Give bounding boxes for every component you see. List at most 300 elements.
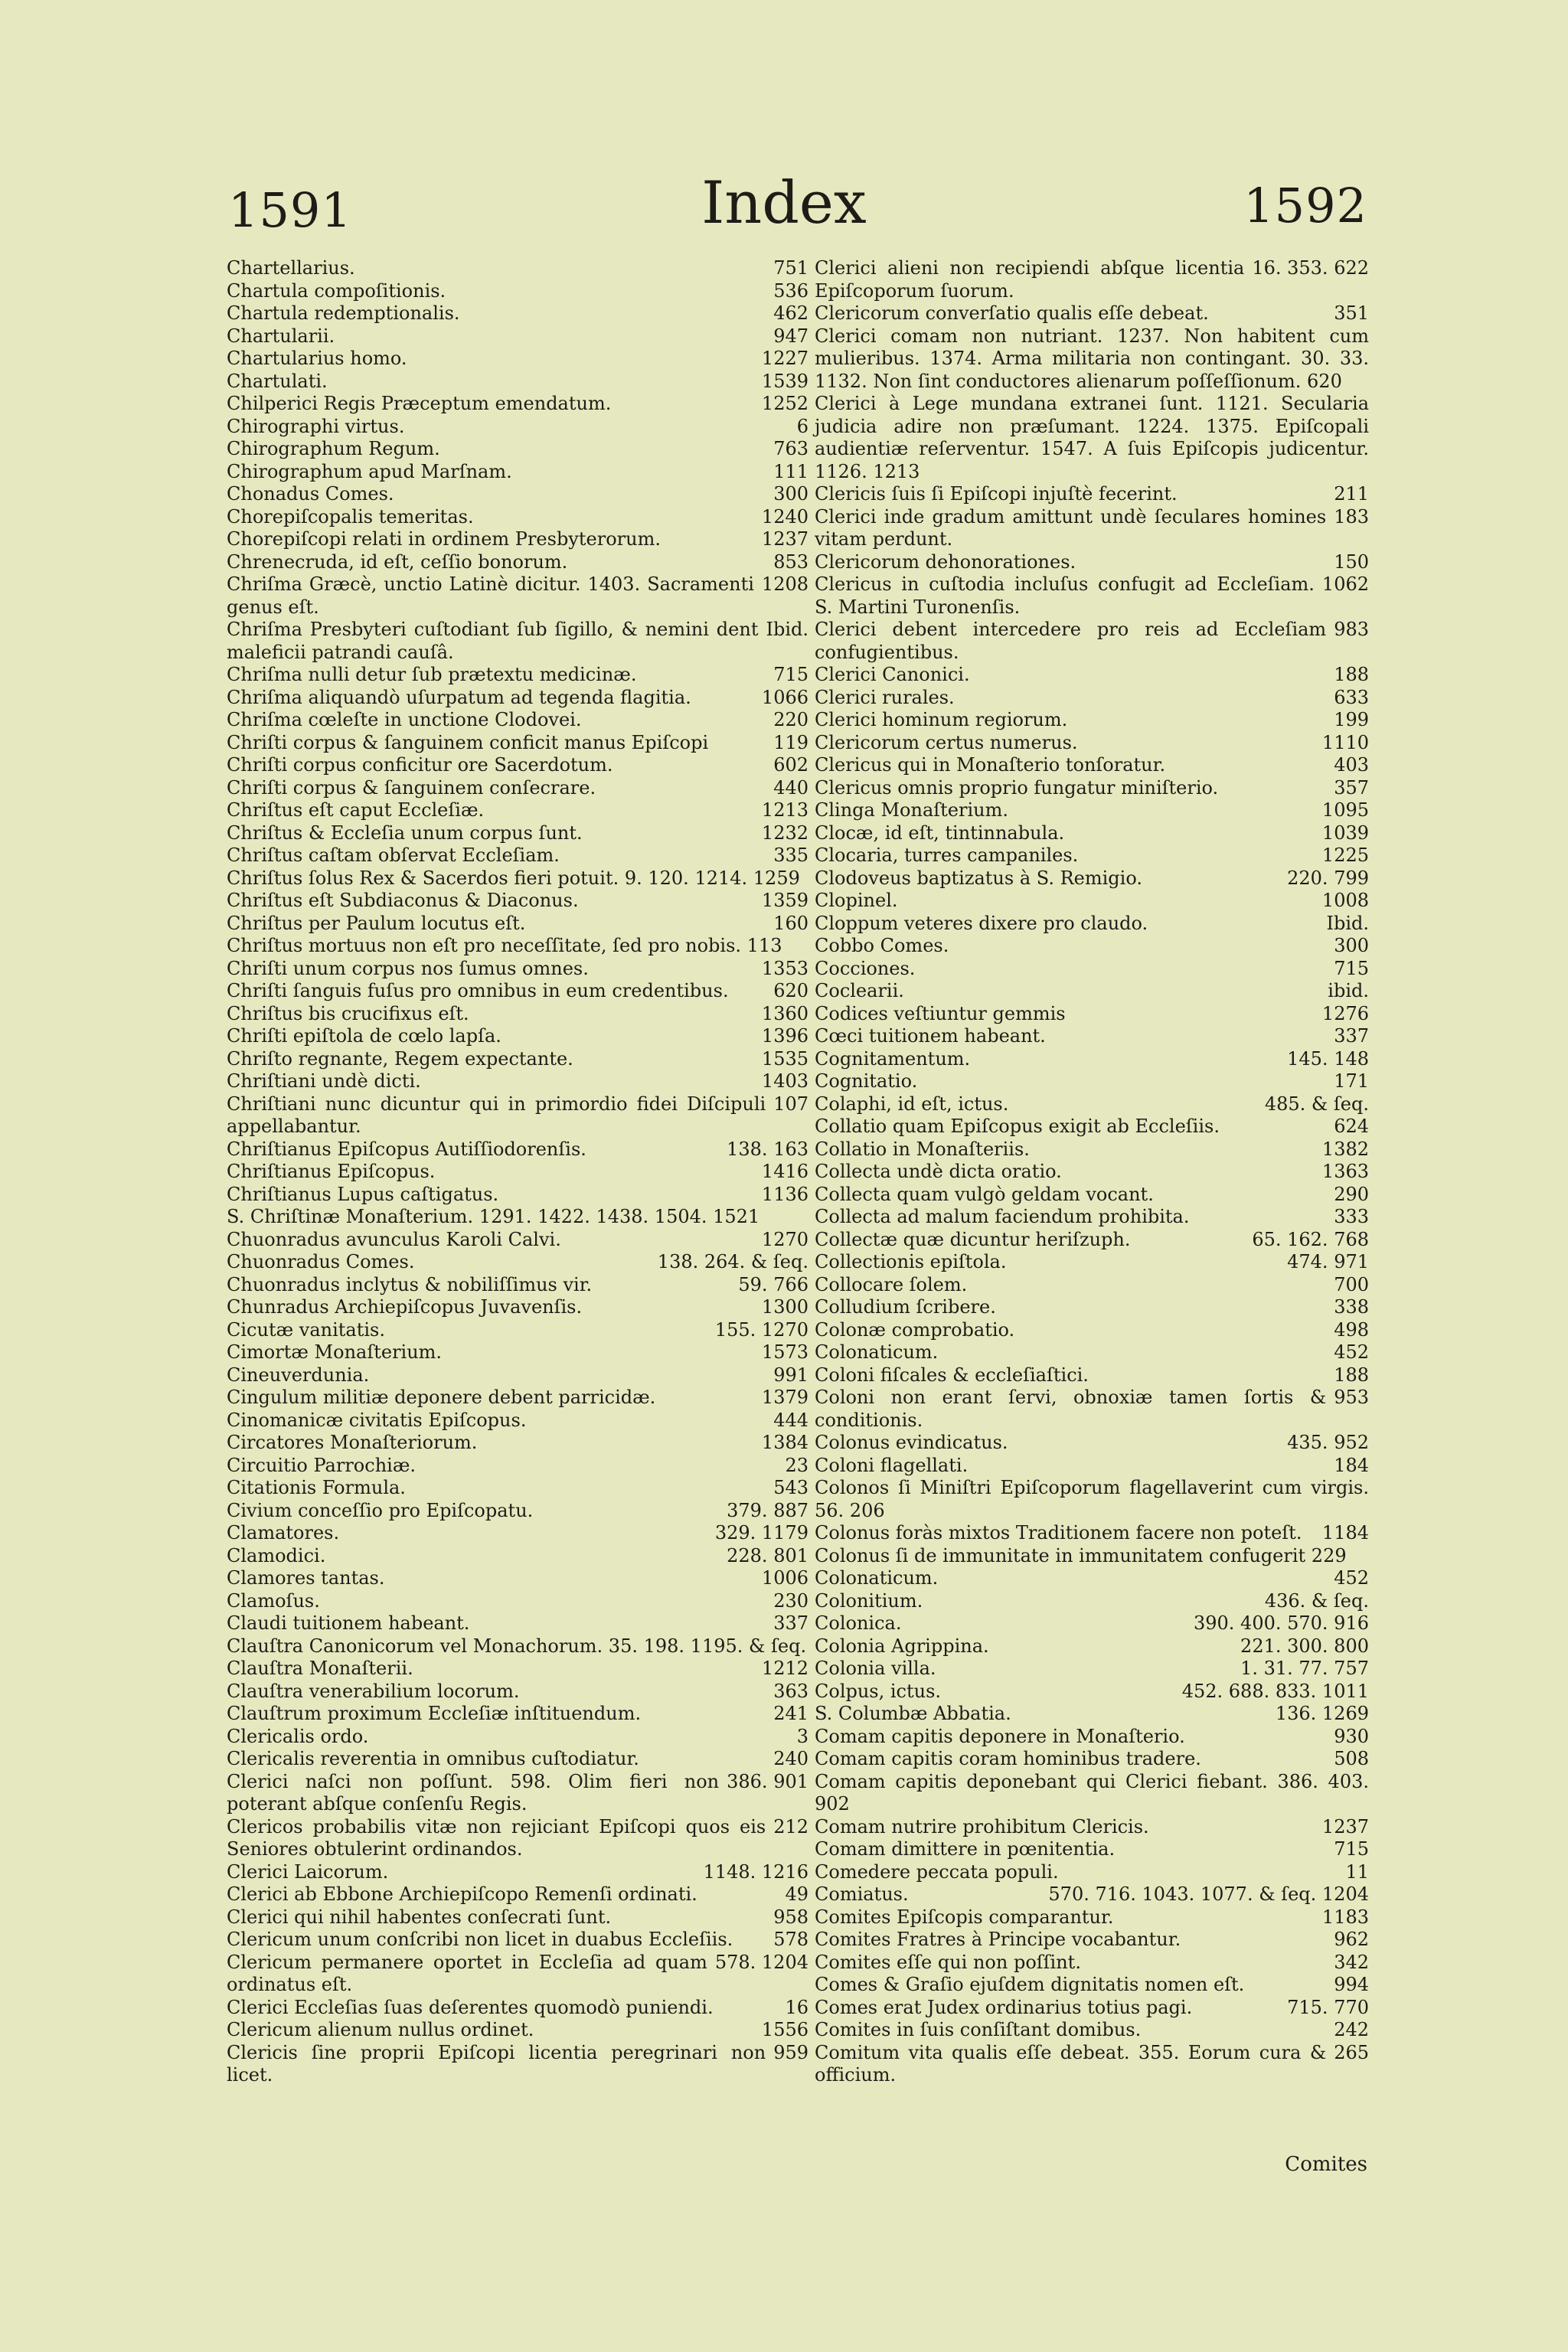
entry-page-ref: 333 xyxy=(1334,1206,1369,1227)
entry-page-ref: 1556 xyxy=(761,2019,808,2040)
entry-term: Comedere peccata populi. xyxy=(815,1860,1059,1883)
entry-term: Clericis ſuis ſi Epiſcopi injuſtè fecerint. xyxy=(815,483,1178,505)
entry-page-ref: 1360 xyxy=(761,1002,808,1024)
entry-term: Cloppum veteres dixere pro claudo. xyxy=(815,912,1148,934)
entry-page-ref: 620 xyxy=(773,980,808,1001)
index-entry xyxy=(227,371,808,394)
entry-term: Colaphi, id eſt, ictus. xyxy=(815,1093,1009,1115)
entry-term: Cobbo Comes. xyxy=(815,935,949,956)
entry-page-ref: 230 xyxy=(773,1589,808,1612)
entry-term: Clerici naſci non poſſunt. 598. Olim fieri non poterant abſque conſenſu Regis. xyxy=(227,1770,720,1815)
entry-page-ref: 1237 xyxy=(761,528,808,550)
index-entry xyxy=(227,799,808,822)
entry-page-ref: 1184 xyxy=(1321,1522,1369,1544)
index-entry xyxy=(227,1703,808,1726)
index-entry xyxy=(227,844,808,867)
index-column-right xyxy=(815,257,1369,2087)
entry-page-ref: 715 xyxy=(1334,957,1369,979)
index-entry xyxy=(815,844,1369,867)
entry-page-ref: 188 xyxy=(1334,664,1369,685)
entry-term: Cognitamentum. xyxy=(815,1047,971,1070)
entry-page-ref: 16. 353. 622 xyxy=(1252,257,1369,279)
index-column-left xyxy=(227,257,808,2087)
index-entry xyxy=(227,1545,808,1568)
index-entry xyxy=(815,754,1369,777)
index-entry xyxy=(227,1341,808,1364)
index-entry xyxy=(227,1274,808,1297)
index-entry xyxy=(815,1567,1369,1590)
entry-page-ref: 1276 xyxy=(1321,1002,1369,1024)
entry-page-ref: 337 xyxy=(773,1612,808,1634)
entry-term: Chriſtus eſt caput Eccleſiæ. xyxy=(227,799,485,821)
entry-term: Chorepiſcopi relati in ordinem Presbyterorum. xyxy=(227,528,661,550)
entry-term: Chriſti corpus & ſanguinem conſecrare. xyxy=(227,776,596,799)
entry-term: Chonadus Comes. xyxy=(227,483,394,505)
index-entry xyxy=(227,1590,808,1613)
entry-term: Colonus evindicatus. xyxy=(815,1432,1008,1453)
entry-page-ref: 700 xyxy=(1334,1273,1369,1295)
index-entry xyxy=(227,573,808,619)
entry-term: Chriſti unum corpus nos ſumus omnes. xyxy=(227,957,589,979)
entry-page-ref: 111 xyxy=(773,460,808,482)
index-entry xyxy=(227,935,808,958)
entry-term: Chriſma Presbyteri cuſtodiant ſub ſigillo, & nemini dent maleficii patrandi cauſâ. xyxy=(227,619,759,663)
index-entry xyxy=(227,1952,808,1997)
index-entry xyxy=(227,867,808,890)
entry-term: Collecta quam vulgò geldam vocant. xyxy=(815,1183,1154,1205)
entry-page-ref: 242 xyxy=(1334,2019,1369,2040)
entry-page-ref: 150 xyxy=(1334,550,1369,573)
entry-page-ref: 59. 766 xyxy=(738,1273,808,1295)
entry-page-ref: 1573 xyxy=(761,1341,808,1363)
index-entry xyxy=(815,822,1369,845)
index-entry xyxy=(227,1319,808,1342)
entry-term: Chriſtianus Epiſcopus Autiſſiodorenſis. xyxy=(227,1138,586,1160)
entry-term: Cicutæ vanitatis. xyxy=(227,1318,385,1341)
entry-term: Clamatores. xyxy=(227,1522,340,1544)
index-entry xyxy=(227,1567,808,1590)
index-entry xyxy=(227,393,808,416)
entry-term: Clericum unum conſcribi non licet in duabus Eccleſiis. xyxy=(227,1929,733,1950)
entry-term: Chriſti corpus conficitur ore Sacerdotum. xyxy=(227,754,613,776)
entry-term: Colonia villa. xyxy=(815,1658,936,1679)
index-entry xyxy=(227,1500,808,1523)
entry-term: Chriſtianus Lupus caſtigatus. xyxy=(227,1183,499,1205)
index-entry xyxy=(227,664,808,687)
entry-page-ref: 991 xyxy=(773,1364,808,1386)
entry-page-ref: 1208 xyxy=(761,573,808,595)
entry-term: Clericus qui in Monaſterio tonſoratur. xyxy=(815,754,1166,776)
index-entry xyxy=(815,1681,1369,1704)
index-entry xyxy=(815,2042,1369,2087)
entry-term: Clamoſus. xyxy=(227,1589,320,1612)
entry-page-ref: 715. 770 xyxy=(1287,1996,1369,2018)
entry-page-ref: 444 xyxy=(773,1409,808,1431)
entry-term: Chriſti ſanguis fuſus pro omnibus in eum credentibus. xyxy=(227,980,729,1001)
index-entry xyxy=(815,664,1369,687)
entry-term: Clericum permanere oportet in Eccleſia ad quam ordinatus eſt. xyxy=(227,1951,707,1995)
entry-term: Collatio in Monaſteriis. xyxy=(815,1138,1030,1160)
index-entry xyxy=(815,302,1369,325)
entry-term: Chartula compoſitionis. xyxy=(227,279,446,302)
index-entry xyxy=(227,1726,808,1749)
index-entry xyxy=(815,1184,1369,1207)
entry-page-ref: 1039 xyxy=(1321,822,1369,844)
entry-term: Circatores Monaſteriorum. xyxy=(227,1432,478,1453)
entry-page-ref: 602 xyxy=(773,754,808,776)
index-entry xyxy=(815,1274,1369,1297)
entry-page-ref: 1539 xyxy=(761,370,808,392)
entry-page-ref: 1008 xyxy=(1321,890,1369,911)
entry-page-ref: 715 xyxy=(1334,1838,1369,1860)
index-entry xyxy=(227,913,808,936)
entry-term: Coloni non erant ſervi, obnoxiæ tamen ſortis & conditionis. xyxy=(815,1387,1327,1431)
entry-page-ref: 335 xyxy=(773,844,808,866)
entry-term: Civium conceſſio pro Epiſcopatu. xyxy=(227,1499,534,1521)
entry-term: Colonia Agrippina. xyxy=(815,1635,989,1657)
entry-page-ref: 357 xyxy=(1334,776,1369,799)
entry-page-ref: 947 xyxy=(773,325,808,347)
entry-page-ref: 1237 xyxy=(1321,1815,1369,1838)
entry-term: Comam capitis deponere in Monaſterio. xyxy=(815,1725,1185,1747)
index-entry xyxy=(815,1545,1369,1568)
index-entry xyxy=(227,1410,808,1432)
entry-term: Colonæ comprobatio. xyxy=(815,1318,1015,1341)
entry-term: Colonitium. xyxy=(815,1589,923,1612)
entry-term: Chuonradus Comes. xyxy=(227,1251,415,1272)
index-entry xyxy=(227,1003,808,1026)
entry-term: Comam capitis deponebant qui Clerici fiebant. 386. 403. 902 xyxy=(815,1770,1369,1815)
entry-term: Chriſti corpus & ſanguinem conficit manus Epiſcopi xyxy=(227,731,709,753)
entry-page-ref: 958 xyxy=(773,1906,808,1928)
entry-page-ref: 1270 xyxy=(761,1228,808,1250)
index-entry xyxy=(227,2019,808,2042)
index-entry xyxy=(227,1206,808,1229)
entry-term: Chriſtus & Eccleſia unum corpus ſunt. xyxy=(227,822,583,844)
index-entry xyxy=(227,461,808,484)
index-entry xyxy=(815,1726,1369,1749)
entry-term: Chriſtiani nunc dicuntur qui in primordio fidei Diſcipuli appellabantur. xyxy=(227,1093,766,1137)
entry-term: Chunradus Archiepiſcopus Juvavenſis. xyxy=(227,1296,583,1318)
entry-term: Clamodici. xyxy=(227,1544,326,1566)
entry-term: Cocciones. xyxy=(815,957,916,979)
entry-term: Clopinel. xyxy=(815,890,898,911)
entry-term: Chriſtus per Paulum locutus eſt. xyxy=(227,912,526,934)
entry-page-ref: ibid. xyxy=(1328,980,1369,1001)
entry-term: Clericalis ordo. xyxy=(227,1725,369,1747)
index-entry xyxy=(227,1229,808,1252)
index-entry xyxy=(227,1025,808,1048)
entry-page-ref: 1384 xyxy=(761,1432,808,1453)
index-entry xyxy=(815,1003,1369,1026)
entry-page-ref: 1382 xyxy=(1321,1138,1369,1160)
entry-page-ref: 578. 1204 xyxy=(714,1951,808,1973)
index-entry xyxy=(227,1477,808,1500)
entry-page-ref: 329. 1179 xyxy=(714,1522,808,1544)
index-entry xyxy=(815,1997,1369,2020)
entry-page-ref: 435. 952 xyxy=(1287,1432,1369,1453)
index-entry xyxy=(815,1364,1369,1387)
entry-page-ref: 1183 xyxy=(1321,1906,1369,1928)
index-entry xyxy=(227,1093,808,1138)
entry-page-ref: 338 xyxy=(1334,1296,1369,1318)
entry-term: Clodoveus baptizatus à S. Remigio. xyxy=(815,867,1143,889)
page-number-left: 1591 xyxy=(228,182,352,238)
entry-term: Clerici inde gradum amittunt undè ſeculares homines vitam perdunt. xyxy=(815,505,1327,550)
entry-term: Colpus, ictus. xyxy=(815,1680,942,1702)
entry-page-ref: 962 xyxy=(1334,1929,1369,1950)
page-title: Index xyxy=(701,168,867,237)
entry-term: Cimortæ Monaſterium. xyxy=(227,1341,443,1363)
entry-page-ref: 763 xyxy=(773,438,808,459)
index-entry xyxy=(815,687,1369,710)
index-entry xyxy=(815,1138,1369,1161)
entry-page-ref: 624 xyxy=(1334,1116,1369,1137)
entry-term: Collectionis epiſtola. xyxy=(815,1251,1007,1272)
index-entry xyxy=(815,1387,1369,1432)
index-entry xyxy=(815,1816,1369,1839)
entry-term: Chriſtus bis crucifixus eſt. xyxy=(227,1002,469,1024)
entry-page-ref: 363 xyxy=(773,1680,808,1702)
entry-page-ref: 959 xyxy=(773,2041,808,2063)
entry-page-ref: 351 xyxy=(1334,302,1369,324)
entry-page-ref: 403 xyxy=(1334,754,1369,776)
entry-page-ref: 1403 xyxy=(761,1070,808,1092)
entry-term: Chartularii. xyxy=(227,325,335,347)
index-entry xyxy=(227,732,808,755)
entry-page-ref: 49 xyxy=(785,1883,808,1905)
entry-page-ref: 440 xyxy=(773,776,808,799)
entry-page-ref: 171 xyxy=(1334,1070,1369,1092)
index-entry xyxy=(227,1455,808,1478)
entry-page-ref: 241 xyxy=(773,1703,808,1724)
index-entry xyxy=(815,890,1369,913)
entry-page-ref: 1363 xyxy=(1321,1161,1369,1182)
index-entry xyxy=(227,483,808,506)
index-entry xyxy=(227,1184,808,1207)
index-entry xyxy=(815,732,1369,755)
index-entry xyxy=(227,1364,808,1387)
entry-term: Clauſtra Monaſterii. xyxy=(227,1658,413,1679)
index-entry xyxy=(227,506,808,529)
entry-term: Chriſtus eſt Subdiaconus & Diaconus. xyxy=(227,890,579,911)
entry-page-ref: 265 xyxy=(1334,2041,1369,2063)
entry-term: Chriſtus caſtam obſervat Eccleſiam. xyxy=(227,844,560,866)
index-entry xyxy=(227,302,808,325)
entry-term: Comites Epiſcopis comparantur. xyxy=(815,1906,1114,1928)
index-entry xyxy=(815,1116,1369,1138)
entry-term: Clerici alieni non recipiendi abſque licentia Epiſcoporum ſuorum. xyxy=(815,257,1245,302)
entry-term: Colonus foràs mixtos Traditionem facere non poteſt. xyxy=(815,1522,1302,1544)
entry-page-ref: 138. 264. & ſeq. xyxy=(657,1251,808,1272)
index-entry xyxy=(815,1635,1369,1658)
entry-page-ref: 498 xyxy=(1334,1318,1369,1341)
entry-term: Chriſtus mortuus non eſt pro neceſſitate, ſed pro nobis. 113 xyxy=(227,935,782,956)
entry-page-ref: Ibid. xyxy=(766,619,808,640)
index-entry xyxy=(815,506,1369,551)
entry-page-ref: 65. 162. 768 xyxy=(1252,1228,1369,1250)
entry-term: Collecta ad malum faciendum prohibita. xyxy=(815,1206,1190,1227)
index-entry xyxy=(227,1861,808,1884)
index-entry xyxy=(815,1861,1369,1884)
entry-term: Clericum alienum nullus ordinet. xyxy=(227,2019,534,2040)
index-entry xyxy=(815,1703,1369,1726)
entry-page-ref: 853 xyxy=(773,550,808,573)
entry-page-ref: 633 xyxy=(1334,686,1369,708)
entry-term: Collocare ſolem. xyxy=(815,1273,968,1295)
entry-page-ref: 715 xyxy=(773,664,808,685)
index-entry xyxy=(815,1658,1369,1681)
entry-term: Circuitio Parrochiæ. xyxy=(227,1454,416,1476)
index-entry xyxy=(227,1681,808,1704)
entry-term: Clerici Canonici. xyxy=(815,664,970,685)
entry-term: Chartulati. xyxy=(227,370,328,392)
entry-term: Chilperici Regis Præceptum emendatum. xyxy=(227,393,612,414)
entry-page-ref: 221. 300. 800 xyxy=(1240,1635,1369,1657)
entry-page-ref: 508 xyxy=(1334,1748,1369,1769)
entry-term: Clericorum certus numerus. xyxy=(815,731,1078,753)
index-entry xyxy=(815,1025,1369,1048)
entry-page-ref: 138. 163 xyxy=(727,1138,808,1160)
index-entry xyxy=(227,754,808,777)
entry-term: Collectæ quæ dicuntur heriſzuph. xyxy=(815,1228,1131,1250)
entry-page-ref: 386. 901 xyxy=(727,1770,808,1792)
entry-term: Coloni fiſcales & eccleſiaſtici. xyxy=(815,1364,1089,1386)
entry-term: Comam dimittere in pœnitentia. xyxy=(815,1838,1116,1860)
entry-term: Cinomanicæ civitatis Epiſcopus. xyxy=(227,1409,527,1431)
entry-term: Collatio quam Epiſcopus exigit ab Eccleſiis. xyxy=(815,1116,1220,1137)
entry-term: Chirographum apud Marſnam. xyxy=(227,460,512,482)
entry-term: Clamores tantas. xyxy=(227,1567,385,1589)
entry-term: Coclearii. xyxy=(815,980,904,1001)
index-entry xyxy=(815,980,1369,1003)
entry-term: Comitum vita qualis eſſe debeat. 355. Eorum cura & officium. xyxy=(815,2041,1327,2086)
index-entry xyxy=(227,958,808,981)
entry-page-ref: 379. 887 xyxy=(727,1499,808,1521)
index-entry xyxy=(227,2042,808,2087)
index-entry xyxy=(815,483,1369,506)
index-entry xyxy=(815,1748,1369,1771)
index-entry xyxy=(227,1432,808,1455)
entry-term: Clerici hominum regiorum. xyxy=(815,709,1068,730)
index-entry xyxy=(227,890,808,913)
entry-term: Chriſma cœleſte in unctione Clodovei. xyxy=(227,709,582,730)
entry-page-ref: 1095 xyxy=(1321,799,1369,821)
entry-page-ref: 342 xyxy=(1334,1951,1369,1973)
index-entry xyxy=(815,799,1369,822)
index-entry xyxy=(815,1093,1369,1116)
entry-page-ref: 1535 xyxy=(761,1047,808,1070)
entry-term: Chriſma nulli detur ſub prætextu medicinæ. xyxy=(227,664,637,685)
entry-term: Clinga Monaſterium. xyxy=(815,799,1008,821)
entry-page-ref: 751 xyxy=(773,257,808,279)
index-entry xyxy=(815,1229,1369,1252)
entry-page-ref: 220. 799 xyxy=(1287,867,1369,889)
entry-term: Comam nutrire prohibitum Clericis. xyxy=(815,1815,1149,1838)
entry-page-ref: 155. 1270 xyxy=(714,1318,808,1341)
entry-page-ref: 1136 xyxy=(761,1183,808,1205)
entry-page-ref: 337 xyxy=(1334,1025,1369,1047)
index-entry xyxy=(227,1748,808,1771)
entry-term: Colonaticum. xyxy=(815,1567,939,1589)
index-entry xyxy=(815,1974,1369,1997)
entry-term: Colludium ſcribere. xyxy=(815,1296,996,1318)
index-entry xyxy=(227,1997,808,2020)
entry-page-ref: 994 xyxy=(1334,1974,1369,1995)
entry-page-ref: 1062 xyxy=(1321,573,1369,595)
entry-term: Clericus in cuſtodia incluſus confugit ad Eccleſiam. S. Martini Turonenſis. xyxy=(815,573,1315,618)
index-entry xyxy=(227,1296,808,1319)
entry-page-ref: 136. 1269 xyxy=(1275,1703,1369,1724)
entry-page-ref: 184 xyxy=(1334,1454,1369,1476)
index-entry xyxy=(815,619,1369,664)
entry-page-ref: 160 xyxy=(773,912,808,934)
index-entry xyxy=(815,1952,1369,1975)
entry-page-ref: 543 xyxy=(773,1477,808,1498)
index-entry xyxy=(227,1816,808,1861)
entry-page-ref: 1. 31. 77. 757 xyxy=(1240,1658,1369,1679)
entry-term: Clericalis reverentia in omnibus cuſtodiatur. xyxy=(227,1748,639,1769)
entry-page-ref: 183 xyxy=(1334,505,1369,528)
entry-term: Comiatus. xyxy=(815,1883,909,1905)
entry-page-ref: 536 xyxy=(773,279,808,302)
entry-term: Chriſto regnante, Regem expectante. xyxy=(227,1047,573,1070)
entry-term: Chriſtiani undè dicti. xyxy=(227,1070,421,1092)
index-entry xyxy=(815,1319,1369,1342)
entry-term: Clerici debent intercedere pro reis ad Eccleſiam confugientibus. xyxy=(815,619,1327,663)
entry-term: Claudi tuitionem habeant. xyxy=(227,1612,470,1634)
index-entry xyxy=(815,1612,1369,1635)
entry-term: Cœci tuitionem habeant. xyxy=(815,1025,1046,1047)
entry-page-ref: 474. 971 xyxy=(1287,1251,1369,1272)
entry-term: Clericorum converſatio qualis eſſe debeat. xyxy=(815,302,1209,324)
index-entry xyxy=(227,528,808,551)
index-entry xyxy=(227,1070,808,1093)
entry-term: Clericos probabilis vitæ non rejiciant Epiſcopi quos eis Seniores obtulerint ordinandos. xyxy=(227,1815,766,1860)
entry-term: Clocæ, id eſt, tintinnabula. xyxy=(815,822,1065,844)
entry-term: Comes erat Judex ordinarius totius pagi. xyxy=(815,1996,1193,2018)
entry-term: Cognitatio. xyxy=(815,1070,918,1092)
index-entry xyxy=(815,1161,1369,1184)
entry-term: Chartula redemptionalis. xyxy=(227,302,460,324)
entry-page-ref: 6 xyxy=(796,415,808,437)
entry-page-ref: 452. 688. 833. 1011 xyxy=(1181,1680,1369,1702)
index-entry xyxy=(815,1906,1369,1929)
entry-term: Colonos ſi Miniſtri Epiſcoporum flagellaverint cum virgis. 56. 206 xyxy=(815,1477,1369,1521)
index-entry xyxy=(227,416,808,439)
entry-page-ref: 107 xyxy=(773,1093,808,1115)
index-entry xyxy=(227,1161,808,1184)
index-entry xyxy=(227,257,808,280)
entry-page-ref: 16 xyxy=(785,1996,808,2018)
entry-page-ref: 211 xyxy=(1334,483,1369,505)
entry-page-ref: 300 xyxy=(773,483,808,505)
index-entry xyxy=(227,1048,808,1071)
entry-page-ref: 145. 148 xyxy=(1287,1047,1369,1070)
entry-term: Chriſtianus Epiſcopus. xyxy=(227,1161,436,1182)
entry-term: Citationis Formula. xyxy=(227,1477,406,1498)
index-entry xyxy=(815,1455,1369,1478)
index-entry xyxy=(815,1432,1369,1455)
entry-term: S. Chriſtinæ Monaſterium. 1291. 1422. 1438. 1504. 1521 xyxy=(227,1206,760,1227)
index-entry xyxy=(815,935,1369,958)
index-entry xyxy=(815,393,1369,483)
entry-term: Clerici comam non nutriant. 1237. Non habitent cum mulieribus. 1374. Arma militaria non contingant. 30. 33. 1132. Non ſint conductores alienarum poſſeſſionum. 620 xyxy=(815,325,1369,392)
entry-page-ref: 578 xyxy=(773,1929,808,1950)
entry-term: Clauſtra venerabilium locorum. xyxy=(227,1680,520,1702)
index-entry xyxy=(227,438,808,461)
index-entry xyxy=(815,867,1369,890)
